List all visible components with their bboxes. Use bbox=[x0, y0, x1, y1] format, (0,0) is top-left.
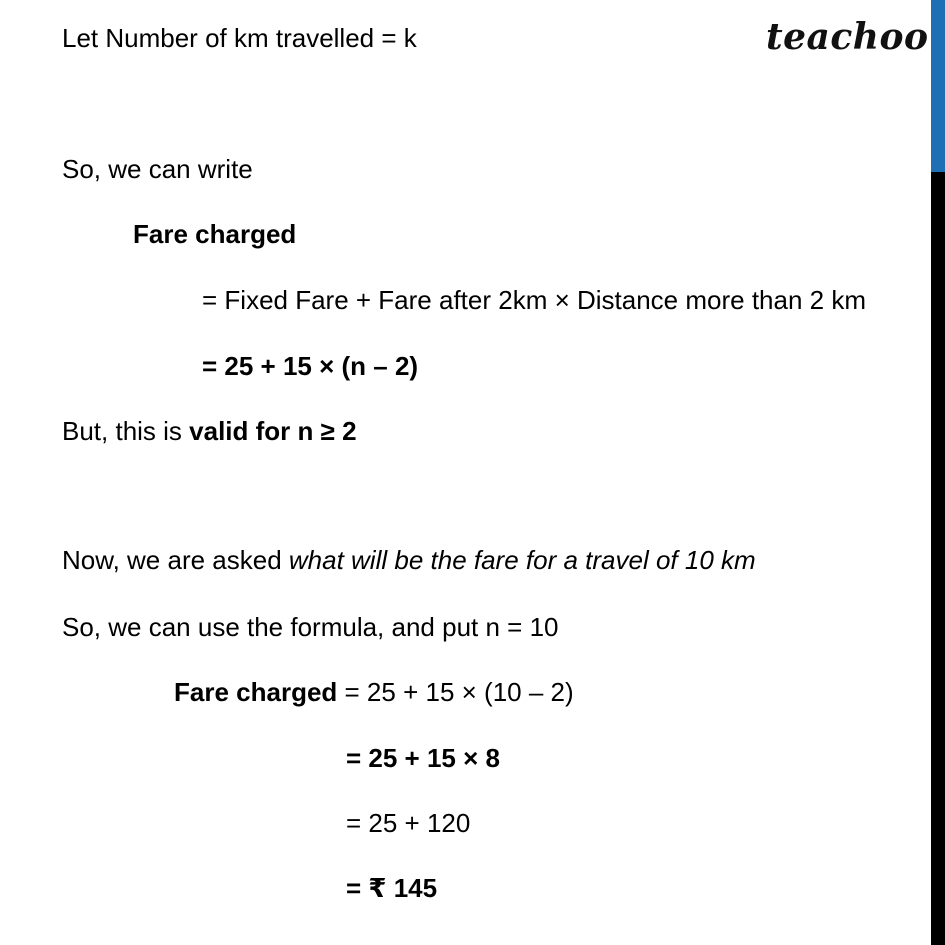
question-text: what will be the fare for a travel of 10 km bbox=[288, 545, 756, 575]
fare-formula-words: = Fixed Fare + Fare after 2km × Distance more than 2 km bbox=[202, 285, 866, 315]
calculation-step-1 bbox=[174, 676, 574, 708]
calculation-step-2: = 25 + 15 × 8 bbox=[346, 743, 500, 773]
teachoo-logo: teachoo bbox=[766, 16, 929, 58]
intro-text: So, we can write bbox=[62, 154, 253, 184]
calculation-step-3: = 25 + 120 bbox=[346, 808, 471, 838]
fare-formula: = 25 + 15 × (n – 2) bbox=[202, 351, 419, 381]
question-prefix: Now, we are asked bbox=[62, 545, 289, 575]
validity-condition: valid for n ≥ 2 bbox=[189, 416, 357, 446]
final-answer: = ₹ 145 bbox=[346, 873, 438, 903]
variable-definition: Let Number of km travelled = k bbox=[62, 23, 417, 53]
substitution-line: So, we can use the formula, and put n = 10 bbox=[62, 612, 559, 642]
fare-charged-heading: Fare charged bbox=[133, 219, 297, 249]
scrollbar-thumb[interactable] bbox=[931, 0, 945, 172]
validity-prefix: But, this is bbox=[62, 416, 190, 446]
question-line bbox=[62, 544, 756, 576]
calculation-label: Fare charged bbox=[174, 677, 338, 707]
calculation-expression: = 25 + 15 × (10 – 2) bbox=[337, 677, 574, 707]
validity-line bbox=[62, 415, 357, 447]
